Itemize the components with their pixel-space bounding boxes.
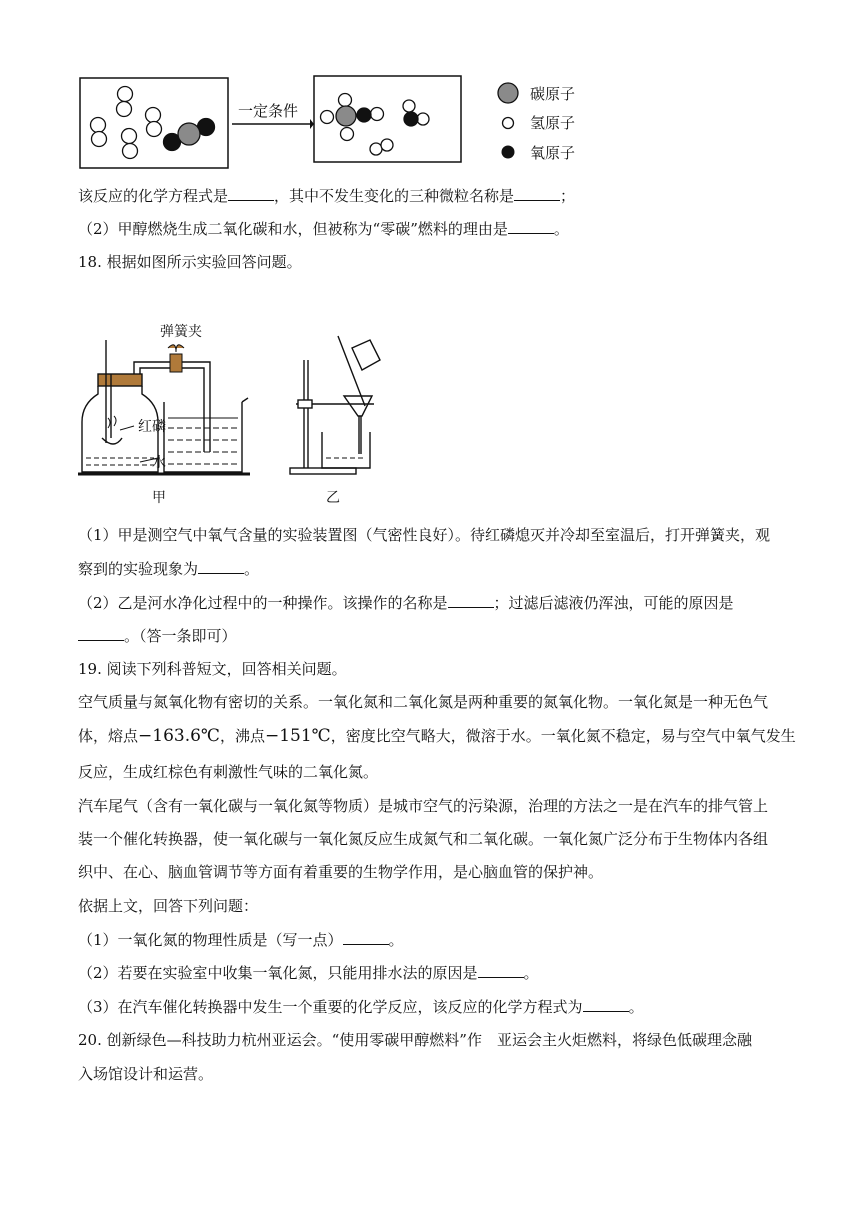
q19-para1-line-3: 反应，生成红棕色有刺激性气味的二氧化氮。 — [78, 763, 379, 781]
oxygen-atom-icon — [502, 146, 515, 159]
arrow-label: 一定条件 — [238, 102, 299, 120]
boiling-point: −151℃ — [264, 726, 331, 746]
q19-para2-line-1: 汽车尾气（含有一氧化碳与一氧化氮等物质）是城市空气的污染源，治理的方法之一是在汽车的排气管上 — [78, 797, 769, 815]
reactant-molecules — [91, 87, 162, 159]
water-molecule — [403, 100, 429, 126]
legend — [498, 83, 575, 162]
reaction-model-figure — [78, 72, 598, 172]
q18-title: 18. 根据如图所示实验回答问题。 — [78, 253, 302, 271]
hydrogen-atom-icon — [503, 118, 514, 129]
co2-molecule — [164, 119, 215, 151]
legend-oxygen-label: 氧原子 — [530, 144, 576, 162]
legend-hydrogen-label: 氢原子 — [530, 114, 576, 132]
reaction-arrow — [232, 119, 314, 129]
methanol-molecule — [321, 94, 384, 141]
q18-p1-line-1: （1）甲是测空气中氧气含量的实验装置图（气密性良好）。待红磷熄灭并冷却至室温后，打开弹簧夹，观 — [78, 526, 771, 544]
q19-para2-line-2: 装一个催化转换器，使一氧化碳与一氧化氮反应生成氮气和二氧化碳。一氧化氮广泛分布于生物体内各组 — [78, 830, 769, 848]
q17-line-2: （2）甲醇燃烧生成二氧化碳和水，但被称为“零碳”燃料的理由是 。 — [78, 220, 569, 238]
answer-blank — [448, 593, 494, 608]
label-jia: 甲 — [152, 490, 166, 506]
label-yi: 乙 — [326, 490, 340, 506]
answer-blank — [228, 186, 274, 201]
answer-blank — [78, 626, 124, 641]
q19-title: 19. 阅读下列科普短文，回答相关问题。 — [78, 660, 347, 678]
q19-para2-line-3: 织中、在心、脑血管调节等方面有着重要的生物学作用，是心脑血管的保护神。 — [78, 863, 604, 881]
apparatus-a — [78, 340, 250, 474]
q19-para1-line-2: 体，熔点−163.6℃，沸点−151℃，密度比空气略大，微溶于水。一氧化氮不稳定，易与空气中氧气发生 — [78, 726, 796, 746]
answer-blank — [514, 186, 560, 201]
answer-blank — [478, 963, 524, 978]
q19-sub-3: （3）在汽车催化转换器中发生一个重要的化学反应，该反应的化学方程式为 。 — [78, 998, 644, 1016]
q19-sub-1: （1）一氧化氮的物理性质是（写一点） 。 — [78, 931, 404, 949]
q17-line-1: 该反应的化学方程式是 ，其中不发生变化的三种微粒名称是 ； — [78, 187, 576, 205]
q20-line-2: 入场馆设计和运营。 — [78, 1065, 214, 1083]
experiment-apparatus-figure — [78, 318, 398, 508]
q19-sub-2: （2）若要在实验室中收集一氧化氮，只能用排水法的原因是 。 — [78, 964, 539, 982]
carbon-atom-icon — [498, 83, 518, 103]
spring-clamp-icon — [168, 345, 184, 372]
q18-p1-line-2: 察到的实验现象为 。 — [78, 560, 260, 578]
clamp-label: 弹簧夹 — [160, 324, 202, 340]
q18-p2-line-1: （2）乙是河水净化过程中的一种操作。该操作的名称是 ；过滤后滤液仍浑浊，可能的原因是 — [78, 594, 734, 612]
water-label: 水 — [152, 455, 166, 471]
q20-line-1: 20. 创新绿色—科技助力杭州亚运会。“使用零碳甲醇燃料”作 亚运会主火炬燃料，将绿色低碳理念融 — [78, 1031, 752, 1049]
legend-carbon-label: 碳原子 — [530, 85, 576, 103]
apparatus-b — [290, 336, 380, 474]
melting-point: −163.6℃ — [138, 726, 220, 746]
answer-blank — [583, 997, 629, 1012]
q19-para1-line-1: 空气质量与氮氧化物有密切的关系。一氧化氮和二氧化氮是两种重要的氮氧化物。一氧化氮是一种无色气 — [78, 693, 769, 711]
q18-p2-line-2: 。（答一条即可） — [78, 626, 237, 646]
q19-prompt: 依据上文，回答下列问题： — [78, 897, 259, 915]
answer-blank — [198, 559, 244, 574]
answer-blank — [343, 930, 389, 945]
answer-blank — [508, 219, 554, 234]
hydrogen-molecule — [370, 139, 393, 155]
phosphorus-label: 红磷 — [138, 419, 166, 435]
